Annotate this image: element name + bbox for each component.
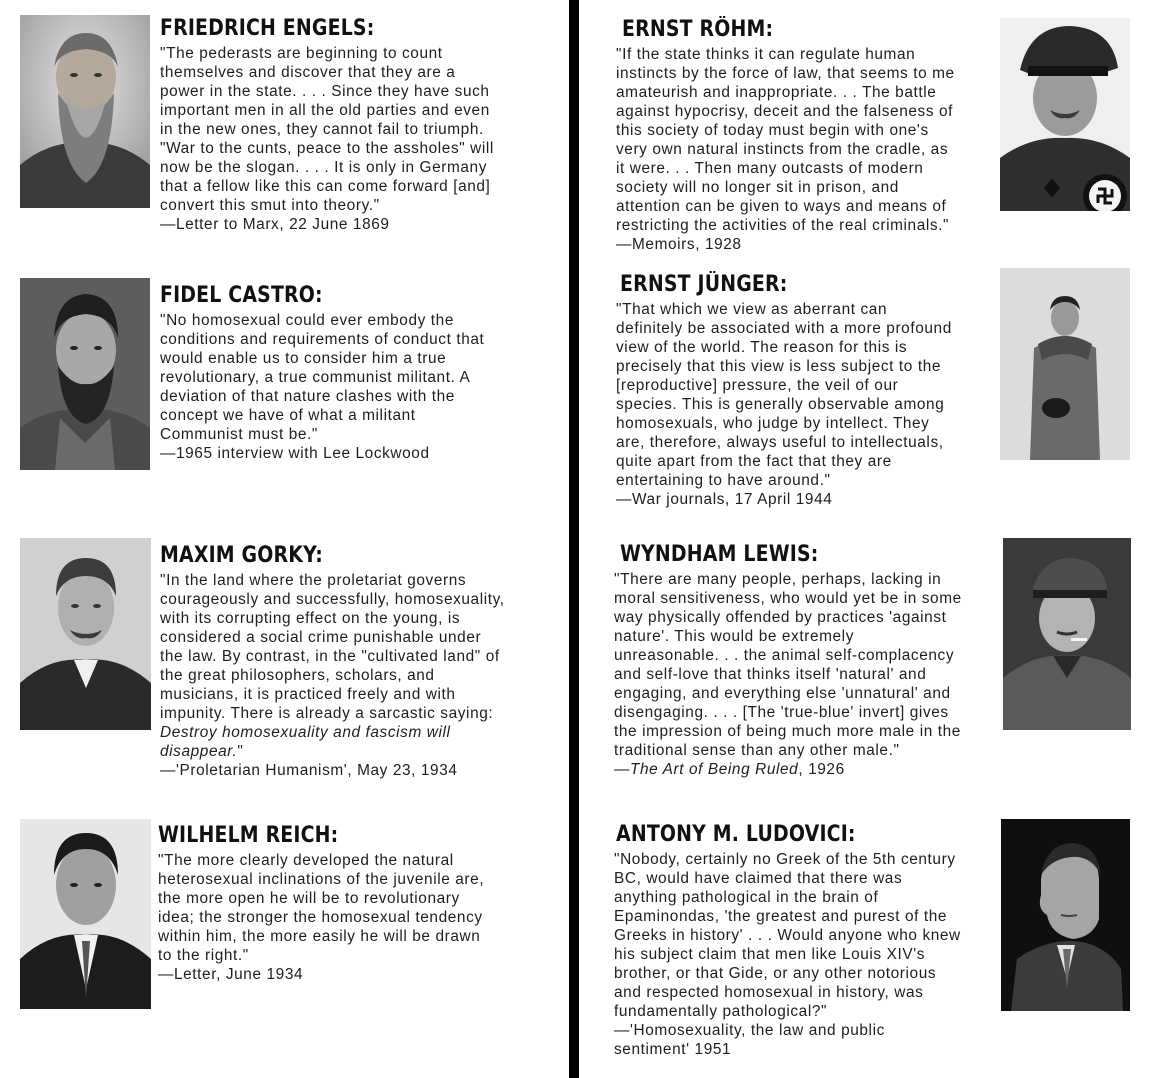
roehm-quote-block bbox=[616, 17, 996, 254]
juenger-portrait bbox=[1000, 268, 1130, 460]
reich-source: —Letter, June 1934 bbox=[158, 966, 304, 983]
lewis-source-suffix: , 1926 bbox=[798, 761, 845, 778]
reich-quote: "The more clearly developed the natural heterosexual inclinations of the juvenile are, the more open he will be to revolutionary idea; the stronger the homosexual tendency within him, the more easily he will be drawn to the right." bbox=[158, 852, 485, 964]
ludovici-name: ANTONY M. LUDOVICI: bbox=[616, 822, 856, 847]
engels-quote: "The pederasts are beginning to count themselves and discover that they are a power in the state. . . . Since they have such important men in all the old parties and even in the new ones, they cannot fail to triumph. "War to the cunts, peace to the assholes" will now be the slogan. . . . It is only in Germany that a fellow like this can come forward [and] convert this smut into theory." bbox=[160, 45, 494, 214]
castro-name: FIDEL CASTRO: bbox=[160, 283, 323, 308]
castro-quote-block bbox=[160, 283, 560, 463]
castro-source: —1965 interview with Lee Lockwood bbox=[160, 445, 430, 462]
roehm-source: —Memoirs, 1928 bbox=[616, 236, 742, 253]
ludovici-source: —'Homosexuality, the law and public sentiment' 1951 bbox=[614, 1022, 885, 1058]
gorky-quote-end: " bbox=[237, 743, 244, 760]
engels-name: FRIEDRICH ENGELS: bbox=[160, 16, 375, 41]
gorky-source: —'Proletarian Humanism', May 23, 1934 bbox=[160, 762, 458, 779]
gorky-name: MAXIM GORKY: bbox=[160, 543, 324, 568]
roehm-name: ERNST RÖHM: bbox=[622, 17, 774, 42]
gorky-quote-block bbox=[160, 543, 560, 780]
lewis-source-title: The Art of Being Ruled bbox=[630, 761, 799, 778]
castro-portrait bbox=[20, 278, 150, 470]
gorky-portrait bbox=[20, 538, 151, 730]
lewis-name: WYNDHAM LEWIS: bbox=[620, 542, 819, 567]
ludovici-quote-block bbox=[614, 822, 999, 1059]
engels-portrait bbox=[20, 15, 150, 208]
engels-source: —Letter to Marx, 22 June 1869 bbox=[160, 216, 390, 233]
ludovici-quote: "Nobody, certainly no Greek of the 5th century BC, would have claimed that there was anything pathological in the brain of Epaminondas, 'the greatest and purest of the Greeks in history' . . . Would anyone who knew his subject claim that men like Louis XIV's brother, or that Gide, or any other notorious and respected homosexual in history, was fundamentally pathological?" bbox=[614, 851, 961, 1020]
gorky-quote bbox=[160, 571, 560, 761]
lewis-source-prefix: — bbox=[614, 761, 630, 778]
lewis-portrait bbox=[1003, 538, 1131, 730]
juenger-quote: "That which we view as aberrant can definitely be associated with a more profound view of the world. The reason for this is precisely that this view is less subject to the [reproductive] pressure, the veil of our species. This is generally observable among homosexuals, who judge by intellect. They are, therefore, always useful to intellectuals, quite apart from the fact that they are entertaining to have around." bbox=[616, 301, 952, 489]
reich-quote-block bbox=[158, 823, 558, 984]
castro-quote: "No homosexual could ever embody the conditions and requirements of conduct that would enable us to consider him a true revolutionary, a true communist militant. A deviation of that nature clashes with the concept we have of what a militant Communist must be." bbox=[160, 312, 485, 443]
juenger-quote-block bbox=[616, 272, 996, 509]
reich-portrait bbox=[20, 819, 151, 1009]
roehm-quote: "If the state thinks it can regulate human instincts by the force of law, that seems to me amateurish and inappropriate. . . The battle against hypocrisy, deceit and the falseness of this society of today must begin with one's very own natural instincts from the cradle, as it were. . . Then many outcasts of modern society will no longer sit in prison, and attention can be given to ways and means of restricting the activities of the real criminals." bbox=[616, 46, 955, 234]
gorky-quote-italic: Destroy homosexuality and fascism will disappear. bbox=[160, 724, 451, 760]
column-divider bbox=[569, 0, 579, 1078]
reich-name: WILHELM REICH: bbox=[158, 823, 339, 848]
juenger-source: —War journals, 17 April 1944 bbox=[616, 491, 833, 508]
lewis-source bbox=[614, 760, 999, 779]
ludovici-portrait bbox=[1001, 819, 1130, 1011]
juenger-name: ERNST JÜNGER: bbox=[620, 272, 788, 297]
gorky-quote-main: "In the land where the proletariat governs courageously and successfully, homosexuality, with its corrupting effect on the young, is considered a social crime punishable under the law. By contrast, in the "cultivated land" of the great philosophers, scholars, and musicians, it is practiced freely and with impunity. There is already a sarcastic saying: bbox=[160, 572, 505, 722]
lewis-quote: "There are many people, perhaps, lacking in moral sensitiveness, who would yet be in some way physically offended by practices 'against nature'. This would be extremely unreasonable. . . the animal self-complacency and self-love that thinks itself 'natural' and engaging, and everything else 'unnatural' and disengaging. . . . [The 'true-blue' invert] gives the impression of being much more male in the traditional sense than any other male." bbox=[614, 571, 962, 759]
lewis-quote-block bbox=[614, 542, 999, 779]
roehm-portrait bbox=[1000, 18, 1130, 211]
engels-quote-block bbox=[160, 16, 560, 234]
